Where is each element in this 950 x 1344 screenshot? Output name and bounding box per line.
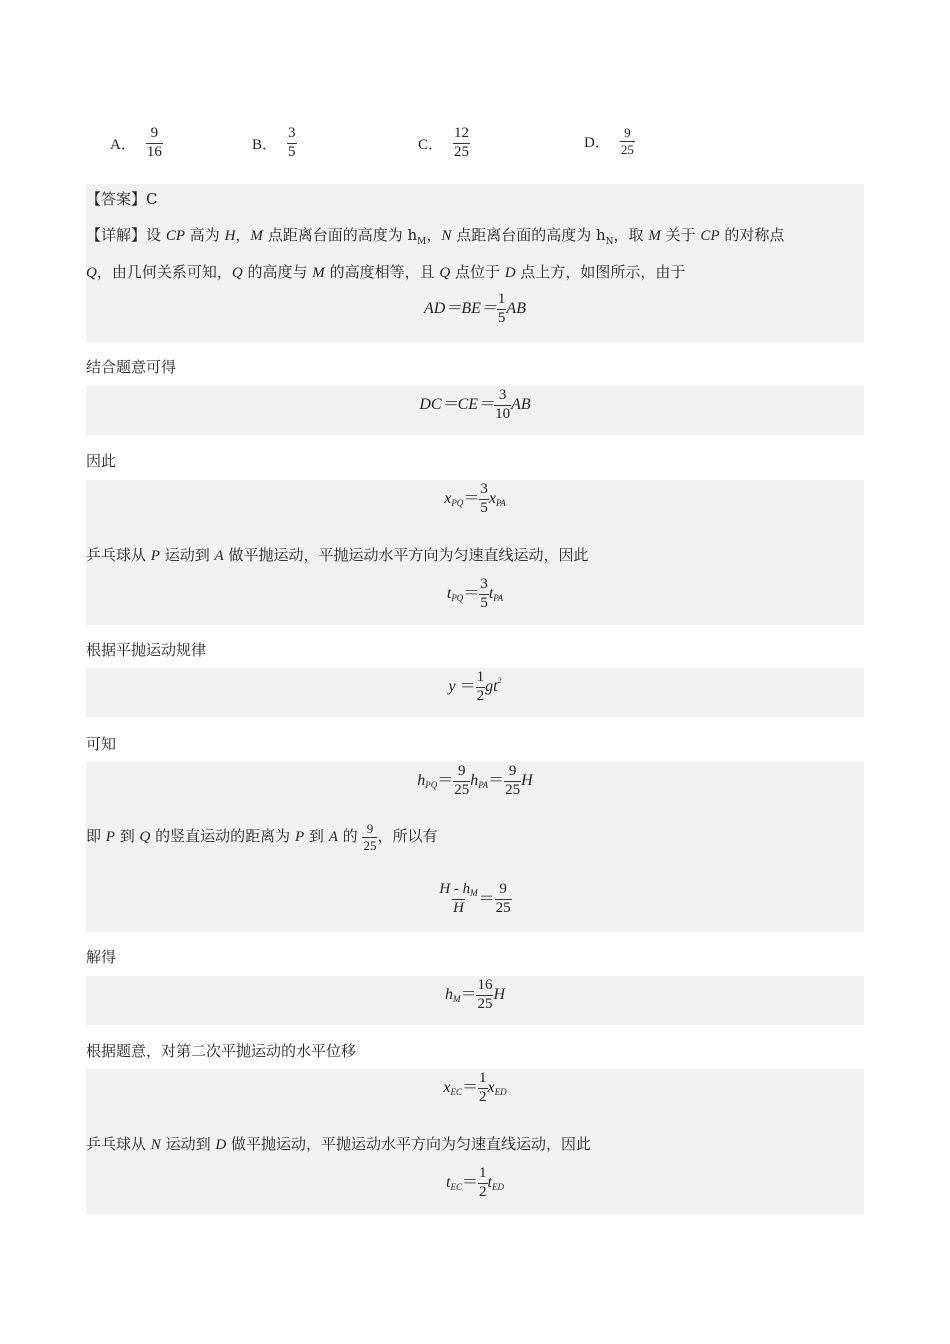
equation-dc-ce: DC＝CE＝ $\frac{3}{10}$ AB bbox=[419, 387, 531, 422]
equation-h-pq: $h_{PQ}=$ $\frac{9}{25}$ $h_{PA}=$ $\frac{9}{25}$ H bbox=[417, 763, 533, 798]
option-c-fraction: $\frac{12}{25}$ bbox=[454, 125, 470, 160]
equation-h-minus-hm: $\frac{H - h_M}{H}$ ＝ $\frac{9}{25}$ bbox=[439, 881, 511, 917]
text-pingpong-p: 乒乓球从 P 运动到 A 做平抛运动，平抛运动水平方向为匀速直线运动，因此 bbox=[86, 546, 589, 564]
detail-line-1: 【详解】设 CP 高为 H，M 点距离台面的高度为 $h_M$，N 点距离台面的高度为 $h_N$，取 M 关于 CP 的对称点 bbox=[86, 226, 785, 247]
text-solve: 解得 bbox=[86, 948, 117, 966]
option-c-label: C． bbox=[418, 136, 444, 153]
text-known: 可知 bbox=[86, 735, 117, 753]
option-d-fraction: $\frac{9}{25}$ bbox=[620, 125, 634, 157]
option-a-label: A． bbox=[110, 136, 136, 153]
text-second-projectile: 根据题意，对第二次平抛运动的水平位移 bbox=[86, 1042, 357, 1060]
answer-line: 【答案】C bbox=[86, 190, 158, 208]
option-c[interactable] bbox=[418, 126, 470, 161]
text-vertical-distance: 即 P 到 Q 的竖直运动的距离为 P 到 A 的 $\frac{9}{25}$ ，所以有 bbox=[86, 821, 438, 853]
equation-x-ec: $x_{EC}=$ $\frac{1}{2}$ $x_{ED}$ bbox=[443, 1070, 507, 1105]
equation-h-m: $h_M=$ $\frac{16}{25}$ H bbox=[444, 977, 506, 1012]
detail-line-2: Q，由几何关系可知，Q 的高度与 M 的高度相等，且 Q 点位于 D 点上方，如图所示，由于 bbox=[86, 263, 686, 281]
option-d-label: D． bbox=[584, 134, 610, 151]
inline-fraction-9-25: $\frac{9}{25}$ bbox=[363, 821, 377, 853]
text-projectile-law: 根据平抛运动规律 bbox=[86, 641, 207, 659]
option-a[interactable] bbox=[110, 126, 163, 161]
equation-t-ec: $t_{EC}=$ $\frac{1}{2}$ $t_{ED}$ bbox=[446, 1165, 504, 1200]
option-b[interactable] bbox=[252, 126, 297, 161]
equation-x-pq: $x_{PQ}=$ $\frac{3}{5}$ $x_{PA}$ bbox=[444, 481, 506, 516]
option-a-fraction: $\frac{9}{16}$ bbox=[146, 125, 162, 160]
equation-y-gt2: y ＝ $\frac{1}{2}$ $gt^2$ bbox=[448, 669, 502, 704]
equation-ad-be: AD＝BE＝ $\frac{1}{5}$ AB bbox=[424, 291, 526, 326]
option-b-label: B． bbox=[252, 136, 278, 153]
text-therefore-1: 因此 bbox=[86, 452, 117, 470]
option-b-fraction: $\frac{3}{5}$ bbox=[288, 125, 296, 160]
text-pingpong-n: 乒乓球从 N 运动到 D 做平抛运动，平抛运动水平方向为匀速直线运动，因此 bbox=[86, 1135, 592, 1153]
text-combine: 结合题意可得 bbox=[86, 358, 177, 376]
option-d[interactable] bbox=[584, 126, 635, 156]
equation-t-pq: $t_{PQ}=$ $\frac{3}{5}$ $t_{PA}$ bbox=[446, 576, 504, 611]
